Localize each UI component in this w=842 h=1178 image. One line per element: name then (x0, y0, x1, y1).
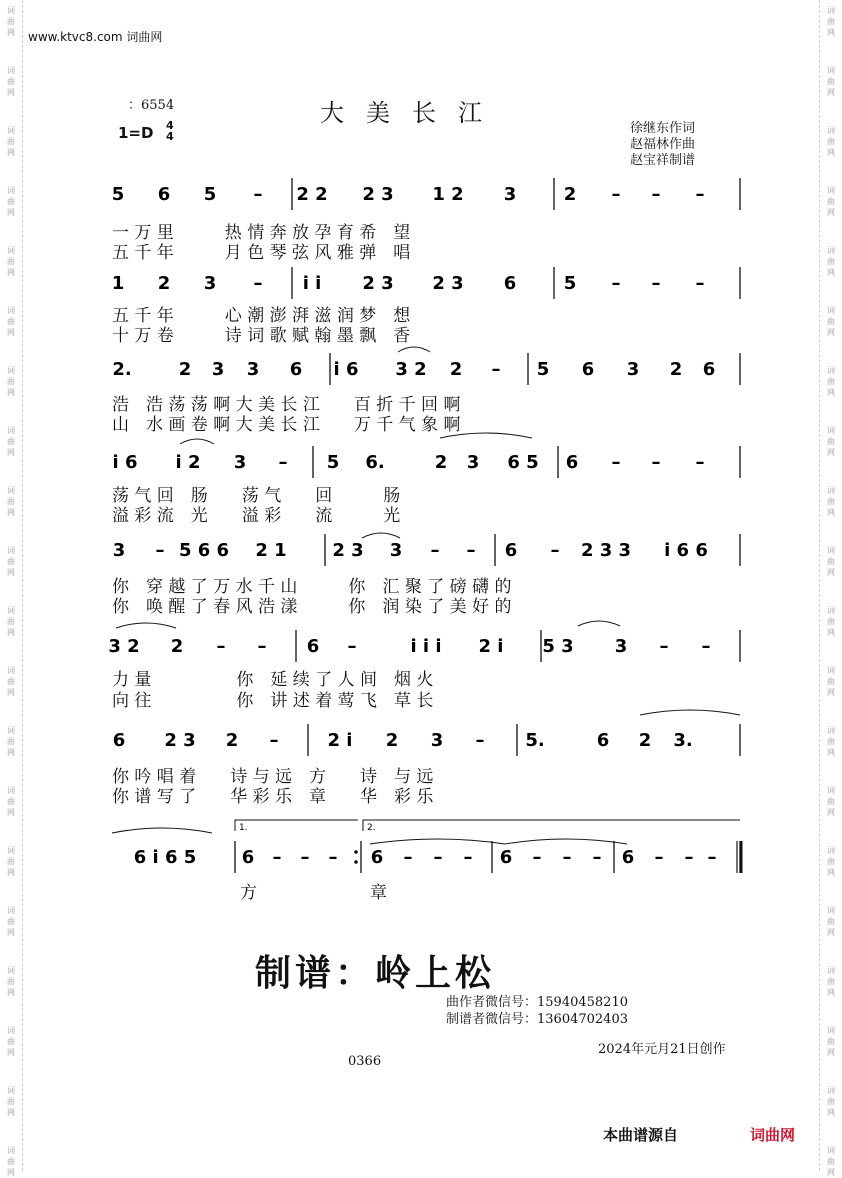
volta-label-1: 1. (239, 823, 248, 833)
note: – (272, 847, 282, 868)
arranger-wechat: 制谱者微信号：13604702403 (446, 1012, 628, 1027)
lyric-line: 浩 浩 荡 荡 啊 大 美 长 江 百 折 千 回 啊 (112, 395, 461, 415)
note: 6 (596, 730, 610, 751)
note: – (253, 273, 263, 294)
note: – (592, 847, 602, 868)
side-watermark-glyph: 词 (827, 486, 835, 495)
note: 6 (370, 847, 384, 868)
note: 6 (289, 359, 303, 380)
side-watermark-glyph: 网 (827, 988, 835, 997)
note: 5 6 6 (178, 540, 230, 561)
side-watermark-glyph: 词 (7, 426, 15, 435)
source-label: 本曲谱源自 (603, 1126, 679, 1144)
note: – (532, 847, 542, 868)
slur (116, 623, 176, 628)
side-watermark-glyph: 网 (827, 808, 835, 817)
note: 6 (499, 847, 513, 868)
creation-date: 2024年元月21日创作 (598, 1042, 726, 1057)
side-watermark-glyph: 网 (827, 448, 835, 457)
lyric-line: 溢 彩 流 光 溢 彩 流 光 (112, 506, 401, 526)
note: 2 3 (332, 540, 364, 561)
side-watermark-glyph: 曲 (827, 377, 835, 386)
signature: 制谱：岭上松 (255, 952, 496, 994)
arranger-credit: 赵宝祥制谱 (630, 153, 696, 168)
note: 6 (565, 452, 579, 473)
side-watermark-glyph: 曲 (827, 677, 835, 686)
note: 5 (111, 184, 125, 205)
side-watermark-glyph: 网 (827, 1048, 835, 1057)
side-watermark-glyph: 词 (7, 786, 15, 795)
note: 2 3 3 (580, 540, 632, 561)
side-watermark-glyph: 网 (7, 148, 15, 157)
lyric-line: 十 万 卷 诗 词 歌 赋 翰 墨 飘 香 (112, 326, 411, 346)
note: 6 (621, 847, 635, 868)
side-watermark-glyph: 曲 (827, 737, 835, 746)
side-watermark-glyph: 网 (7, 568, 15, 577)
note: 3. (673, 730, 693, 751)
note: – (611, 273, 621, 294)
side-watermark-glyph: 网 (7, 688, 15, 697)
side-watermark-glyph: 词 (7, 306, 15, 315)
side-watermark-glyph: 词 (827, 306, 835, 315)
volta-bracket-1 (235, 820, 358, 831)
note: 5 (326, 452, 340, 473)
side-watermark-glyph: 网 (827, 568, 835, 577)
side-watermark-glyph: 词 (827, 66, 835, 75)
lyric-line: 五 千 年 月 色 琴 弦 风 雅 弹 唱 (112, 243, 411, 263)
side-watermark-glyph: 词 (827, 786, 835, 795)
lyric-line: 你 唤 醒 了 春 风 浩 漾 你 润 染 了 美 好 的 (112, 597, 512, 617)
side-watermark-glyph: 词 (7, 126, 15, 135)
note: 2 3 (362, 184, 394, 205)
side-watermark-glyph: 网 (827, 748, 835, 757)
site-watermark: www.ktvc8.com 词曲网 (28, 30, 163, 44)
note: 2 i (327, 730, 353, 751)
side-watermark-glyph: 曲 (7, 317, 15, 326)
slur (370, 839, 505, 844)
side-watermark-glyph: 曲 (827, 437, 835, 446)
note: 6 (504, 540, 518, 561)
side-watermark-glyph: 曲 (7, 737, 15, 746)
note: – (216, 636, 226, 657)
note: 2 (178, 359, 192, 380)
note: – (430, 540, 440, 561)
side-watermark-glyph: 网 (827, 928, 835, 937)
side-watermark-glyph: 曲 (7, 137, 15, 146)
side-watermark-glyph: 曲 (7, 77, 15, 86)
time-top: 4 (166, 119, 174, 132)
repeat-dot (354, 860, 358, 864)
side-watermark-glyph: 曲 (827, 1037, 835, 1046)
note: – (550, 540, 560, 561)
side-watermark-glyph: 网 (7, 388, 15, 397)
note: 2. (112, 359, 132, 380)
side-watermark-glyph: 词 (827, 966, 835, 975)
side-watermark-glyph: 曲 (827, 197, 835, 206)
side-watermark-glyph: 网 (7, 808, 15, 817)
side-watermark-glyph: 网 (7, 868, 15, 877)
note: – (651, 452, 661, 473)
side-watermark-glyph: 曲 (7, 797, 15, 806)
side-watermark-glyph: 词 (7, 546, 15, 555)
side-watermark-glyph: 网 (7, 28, 15, 37)
side-watermark-glyph: 网 (7, 988, 15, 997)
side-watermark-glyph: 词 (827, 6, 835, 15)
lyric-line: 五 千 年 心 潮 澎 湃 滋 润 梦 想 (112, 306, 411, 326)
note: 2 (385, 730, 399, 751)
side-watermark-glyph: 曲 (827, 137, 835, 146)
note: – (695, 273, 705, 294)
note: 2 (669, 359, 683, 380)
side-watermark-glyph: 网 (7, 88, 15, 97)
side-watermark-glyph: 曲 (7, 977, 15, 986)
composer-wechat: 曲作者微信号：15940458210 (446, 995, 628, 1010)
note: – (253, 184, 263, 205)
song-title: 大美长江 (320, 99, 504, 127)
side-watermark-glyph: 曲 (7, 497, 15, 506)
side-watermark-glyph: 词 (827, 846, 835, 855)
side-watermark-glyph: 词 (7, 486, 15, 495)
side-watermark-glyph: 曲 (827, 317, 835, 326)
side-watermark-glyph: 网 (827, 28, 835, 37)
note: – (491, 359, 501, 380)
side-watermark-glyph: 曲 (7, 557, 15, 566)
slur (640, 710, 740, 715)
side-watermark-glyph: 曲 (827, 77, 835, 86)
lyric-line: 你 穿 越 了 万 水 千 山 你 汇 聚 了 磅 礴 的 (112, 577, 512, 597)
note: – (433, 847, 443, 868)
side-watermark-glyph: 网 (827, 1108, 835, 1117)
side-watermark-glyph: 曲 (827, 857, 835, 866)
note: 6 i 6 5 (133, 847, 197, 868)
note: 3 2 (108, 636, 140, 657)
side-watermark-glyph: 曲 (7, 17, 15, 26)
side-watermark-glyph: 网 (7, 328, 15, 337)
volta-bracket-2 (363, 820, 740, 831)
side-watermark-glyph: 词 (7, 966, 15, 975)
note: 6. (365, 452, 385, 473)
side-watermark-glyph: 网 (7, 1048, 15, 1057)
note: – (328, 847, 338, 868)
volta-label-2: 2. (367, 823, 376, 833)
side-watermark-glyph: 曲 (7, 1097, 15, 1106)
note: i 6 (333, 359, 359, 380)
side-watermark-glyph: 网 (827, 268, 835, 277)
side-watermark-glyph: 词 (7, 66, 15, 75)
note: – (707, 847, 717, 868)
note: – (651, 184, 661, 205)
side-watermark-glyph: 曲 (827, 1097, 835, 1106)
note: 6 (241, 847, 255, 868)
note: – (611, 452, 621, 473)
note: 3 (203, 273, 217, 294)
side-watermark-glyph: 词 (7, 186, 15, 195)
lyric-line: 山 水 画 卷 啊 大 美 长 江 万 千 气 象 啊 (112, 415, 461, 435)
side-watermark-glyph: 网 (7, 1168, 15, 1177)
side-watermark-glyph: 曲 (827, 17, 835, 26)
note: 2 3 (362, 273, 394, 294)
side-watermark-glyph: 曲 (7, 917, 15, 926)
note: 2 2 (296, 184, 328, 205)
side-watermark-glyph: 曲 (7, 617, 15, 626)
side-watermark-glyph: 曲 (827, 797, 835, 806)
side-watermark-glyph: 网 (827, 508, 835, 517)
note: – (695, 452, 705, 473)
side-watermark-glyph: 曲 (827, 917, 835, 926)
source-link[interactable]: 词曲网 (750, 1126, 796, 1144)
side-watermark-glyph: 网 (827, 88, 835, 97)
note: 2 (563, 184, 577, 205)
side-watermark-glyph: 网 (827, 208, 835, 217)
note: – (659, 636, 669, 657)
note: 6 (157, 184, 171, 205)
side-watermark-glyph: 曲 (7, 197, 15, 206)
note: 6 (702, 359, 716, 380)
note: i i (302, 273, 322, 294)
note: 2 1 (255, 540, 287, 561)
side-watermark-glyph: 词 (827, 666, 835, 675)
note: 5. (525, 730, 545, 751)
slur (505, 839, 627, 844)
side-watermark-glyph: 词 (7, 6, 15, 15)
lyric-line: 章 (370, 883, 387, 903)
side-watermark-glyph: 词 (827, 186, 835, 195)
note: – (651, 273, 661, 294)
note: – (347, 636, 357, 657)
note: – (695, 184, 705, 205)
note: – (701, 636, 711, 657)
note: – (155, 540, 165, 561)
note: 3 (614, 636, 628, 657)
note: – (269, 730, 279, 751)
note: 2 (434, 452, 448, 473)
slur (180, 439, 214, 444)
slur (112, 828, 212, 833)
side-watermark-glyph: 词 (7, 246, 15, 255)
note: – (611, 184, 621, 205)
side-watermark-glyph: 词 (7, 1146, 15, 1155)
note: – (403, 847, 413, 868)
note: 1 (111, 273, 125, 294)
note: 5 (563, 273, 577, 294)
side-watermark-glyph: 网 (827, 388, 835, 397)
side-watermark-glyph: 曲 (7, 377, 15, 386)
note: 1 2 (432, 184, 464, 205)
side-watermark-glyph: 曲 (827, 497, 835, 506)
note: 2 (157, 273, 171, 294)
note: 3 (233, 452, 247, 473)
lyricist-credit: 徐继东作词 (630, 121, 696, 136)
note: 3 (246, 359, 260, 380)
note: 6 (112, 730, 126, 751)
lyric-line: 方 (240, 883, 257, 903)
note: 6 5 (507, 452, 539, 473)
side-watermark-glyph: 网 (7, 268, 15, 277)
note: 2 3 (164, 730, 196, 751)
side-watermark-glyph: 曲 (7, 1157, 15, 1166)
side-watermark-glyph: 网 (7, 628, 15, 637)
side-watermark-glyph: 曲 (827, 977, 835, 986)
note: – (257, 636, 267, 657)
slur (398, 347, 430, 352)
note: 3 (466, 452, 480, 473)
side-watermark-glyph: 网 (7, 508, 15, 517)
side-watermark-glyph: 曲 (827, 557, 835, 566)
side-watermark-glyph: 词 (7, 1086, 15, 1095)
side-watermark-glyph: 曲 (827, 257, 835, 266)
side-watermark-glyph: 网 (7, 748, 15, 757)
note: 3 (626, 359, 640, 380)
note: 2 (449, 359, 463, 380)
side-watermark-glyph: 网 (7, 1108, 15, 1117)
note: i 2 (175, 452, 201, 473)
note: 3 (112, 540, 126, 561)
side-watermark-glyph: 词 (7, 666, 15, 675)
side-watermark-glyph: 词 (827, 126, 835, 135)
repeat-dot (354, 850, 358, 854)
side-watermark-glyph: 网 (827, 1168, 835, 1177)
note: – (463, 847, 473, 868)
side-watermark-glyph: 词 (827, 726, 835, 735)
composer-credit: 赵福林作曲 (630, 137, 696, 152)
lyric-line: 荡 气 回 肠 荡 气 回 肠 (112, 486, 401, 506)
song-code: ：6554 (128, 98, 175, 113)
side-watermark-glyph: 词 (7, 726, 15, 735)
side-watermark-glyph: 词 (827, 1086, 835, 1095)
note: 3 2 (395, 359, 427, 380)
side-watermark-glyph: 曲 (7, 257, 15, 266)
note: 2 i (478, 636, 504, 657)
note: 3 (389, 540, 403, 561)
time-bottom: 4 (166, 130, 174, 143)
side-watermark-glyph: 词 (827, 426, 835, 435)
note: – (475, 730, 485, 751)
side-watermark-glyph: 词 (7, 606, 15, 615)
lyric-line: 你 谱 写 了 华 彩 乐 章 华 彩 乐 (112, 787, 434, 807)
lyric-line: 你 吟 唱 着 诗 与 远 方 诗 与 远 (112, 767, 434, 787)
note: 6 (503, 273, 517, 294)
side-watermark-glyph: 曲 (827, 1157, 835, 1166)
note: 5 3 (542, 636, 574, 657)
note: 3 (503, 184, 517, 205)
side-watermark-glyph: 词 (7, 846, 15, 855)
side-watermark-glyph: 词 (827, 546, 835, 555)
note: i i i (410, 636, 442, 657)
lyric-line: 一 万 里 热 情 奔 放 孕 育 希 望 (112, 223, 411, 243)
side-watermark-glyph: 曲 (7, 437, 15, 446)
side-watermark-glyph: 曲 (827, 617, 835, 626)
side-watermark-glyph: 词 (7, 1026, 15, 1035)
side-watermark-glyph: 词 (7, 366, 15, 375)
note: 3 (211, 359, 225, 380)
side-watermark-glyph: 网 (7, 208, 15, 217)
note: – (562, 847, 572, 868)
side-watermark-glyph: 网 (7, 448, 15, 457)
note: i 6 (112, 452, 138, 473)
note: 2 3 (432, 273, 464, 294)
side-watermark-glyph: 网 (827, 868, 835, 877)
note: 5 (203, 184, 217, 205)
note: – (684, 847, 694, 868)
key-signature: 1=D (118, 124, 154, 142)
note: – (278, 452, 288, 473)
slur (578, 621, 620, 626)
lyric-line: 力 量 你 延 续 了 人 间 烟 火 (112, 670, 434, 690)
wechat-info (446, 994, 628, 1028)
side-watermark-glyph: 词 (827, 1146, 835, 1155)
note: i 6 6 (664, 540, 708, 561)
note: 6 (306, 636, 320, 657)
note: 5 (536, 359, 550, 380)
side-watermark-glyph: 词 (827, 906, 835, 915)
page-code: 0366 (348, 1054, 382, 1069)
note: – (300, 847, 310, 868)
side-watermark-glyph: 曲 (7, 1037, 15, 1046)
side-watermark-glyph: 词 (827, 246, 835, 255)
lyric-line: 向 往 你 讲 述 着 莺 飞 草 长 (112, 691, 434, 711)
note: 3 (430, 730, 444, 751)
side-watermark-glyph: 词 (7, 906, 15, 915)
note: 2 (638, 730, 652, 751)
side-watermark-glyph: 词 (827, 1026, 835, 1035)
note: 2 (225, 730, 239, 751)
slur (362, 533, 400, 538)
side-watermark-glyph: 词 (827, 606, 835, 615)
side-watermark-glyph: 网 (827, 148, 835, 157)
note: 6 (581, 359, 595, 380)
note: – (466, 540, 476, 561)
side-watermark-glyph: 词 (827, 366, 835, 375)
side-watermark-glyph: 曲 (7, 677, 15, 686)
note: 2 (170, 636, 184, 657)
side-watermark-glyph: 网 (827, 328, 835, 337)
side-watermark-glyph: 网 (7, 928, 15, 937)
side-watermark-glyph: 网 (827, 628, 835, 637)
side-watermark-glyph: 网 (827, 688, 835, 697)
side-watermark-glyph: 曲 (7, 857, 15, 866)
note: – (654, 847, 664, 868)
